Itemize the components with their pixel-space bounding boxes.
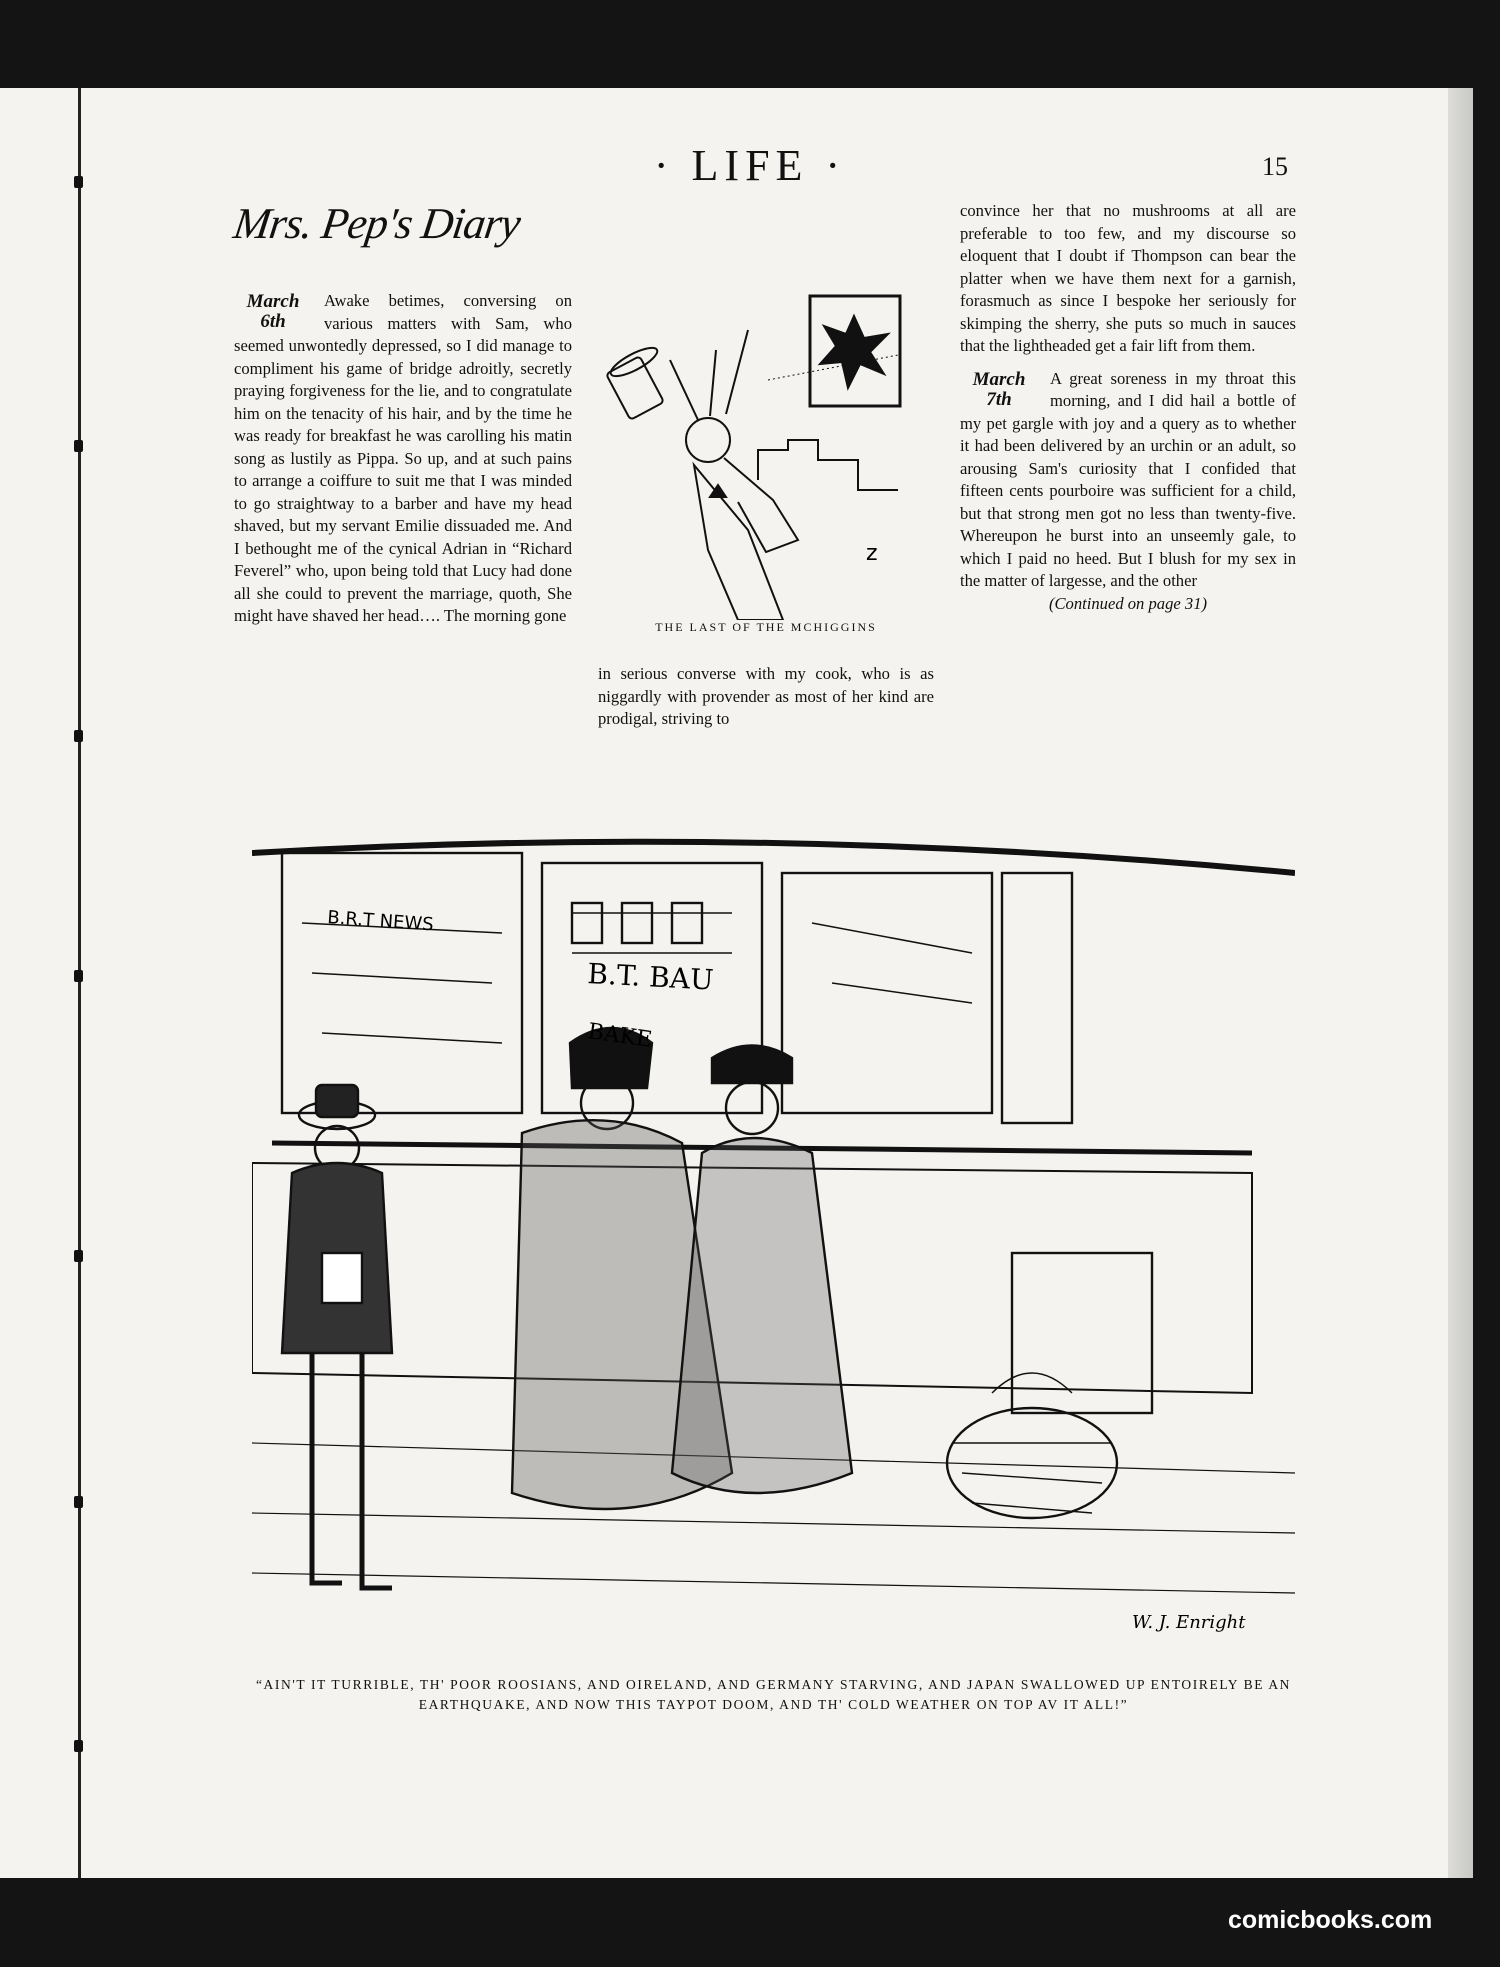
binding-hole xyxy=(74,1250,83,1262)
svg-text:z: z xyxy=(866,541,878,566)
continued-note: (Continued on page 31) xyxy=(1048,593,1208,613)
small-cartoon-illustration xyxy=(598,290,934,620)
small-cartoon-caption: THE LAST OF THE MCHIGGINS xyxy=(655,620,877,634)
artist-signature: W. J. Enright xyxy=(1132,1612,1246,1633)
bank-sign: B.T. BAU xyxy=(586,957,715,997)
binding-hole xyxy=(74,730,83,742)
column-left xyxy=(234,290,572,628)
page-spine xyxy=(78,88,81,1878)
entry-date: March 6th xyxy=(246,291,300,332)
entry-date: March 7th xyxy=(972,368,1026,410)
watermark: comicbooks.com xyxy=(1228,1906,1433,1934)
binding-hole xyxy=(74,1740,83,1752)
middle-text: in serious converse with my cook, who is as niggardly with provender as most of her kind are prodigal, striving to xyxy=(598,664,934,728)
column-right xyxy=(960,200,1296,615)
binding-hole xyxy=(74,1496,83,1508)
right-text: convince her that no mushrooms at all are preferable to too few, and my discourse so eloquent that I doubt if Thompson can bear the platter when we have them next for a garnish, forasmuch as since I bespoke her seriously for skimping the sherry, she puts so much in sauces that the lightheaded get a fair lift from them. xyxy=(960,201,1296,355)
bakery-sign: BAKE xyxy=(586,1019,654,1053)
page-edge xyxy=(1448,88,1473,1878)
column-middle xyxy=(598,663,934,731)
page-number: 15 xyxy=(1262,152,1288,181)
main-cartoon-illustration xyxy=(252,833,1295,1663)
binding-hole xyxy=(74,970,83,982)
entry-text: Awake betimes, conversing on various matters with Sam, who seemed unwontedly depressed, so I did manage to compliment his game of bridge adroitly, secretly praying forgiveness for the lie, and to congratulate him on the tenacity of his hair, and by the time he was ready for breakfast he was carolling his matin song as lustily as Pippa. So up, and at such pains to arrange a coiffure to suit me that I was minded to go straightway to a barber and have my head shaved, but my servant Emilie dissuaded me. And I bethought me of the cynical Adrian in “Richard Feverel” who, upon being told that Lucy had done all she could to prevent the marriage, quoth, She might have shaved her head…. The morning gone xyxy=(234,291,572,625)
entry-text: A great soreness in my throat this morning, and I did hail a bottle of my pet gargle with joy and a query as to whether it had been delivered by an urchin or an adult, so arousing Sam's curiosity that I confided that fifteen cents pourboire was sufficient for a child, but that strong men got no less than twenty-five. Whereupon he burst into an unseemly gale, to which I paid no heed. But I blush for my sex in the matter of largesse, and the other xyxy=(960,368,1296,590)
news-sign: B.R.T NEWS xyxy=(326,907,435,936)
masthead: · LIFE · xyxy=(653,141,847,190)
diary-title: Mrs. Pep's Diary xyxy=(230,199,523,248)
binding-hole xyxy=(74,440,83,452)
main-cartoon-caption: “AIN'T IT TURRIBLE, TH' POOR ROOSIANS, AND OIRELAND, AND GERMANY STARVING, AND JAPAN SWALLOWED UP ENTOIRELY BE AN EARTHQUAKE, AND NOW THIS TAYPOT DOOM, AND TH' COLD WEATHER ON TOP AV IT ALL!” xyxy=(255,1677,1292,1712)
